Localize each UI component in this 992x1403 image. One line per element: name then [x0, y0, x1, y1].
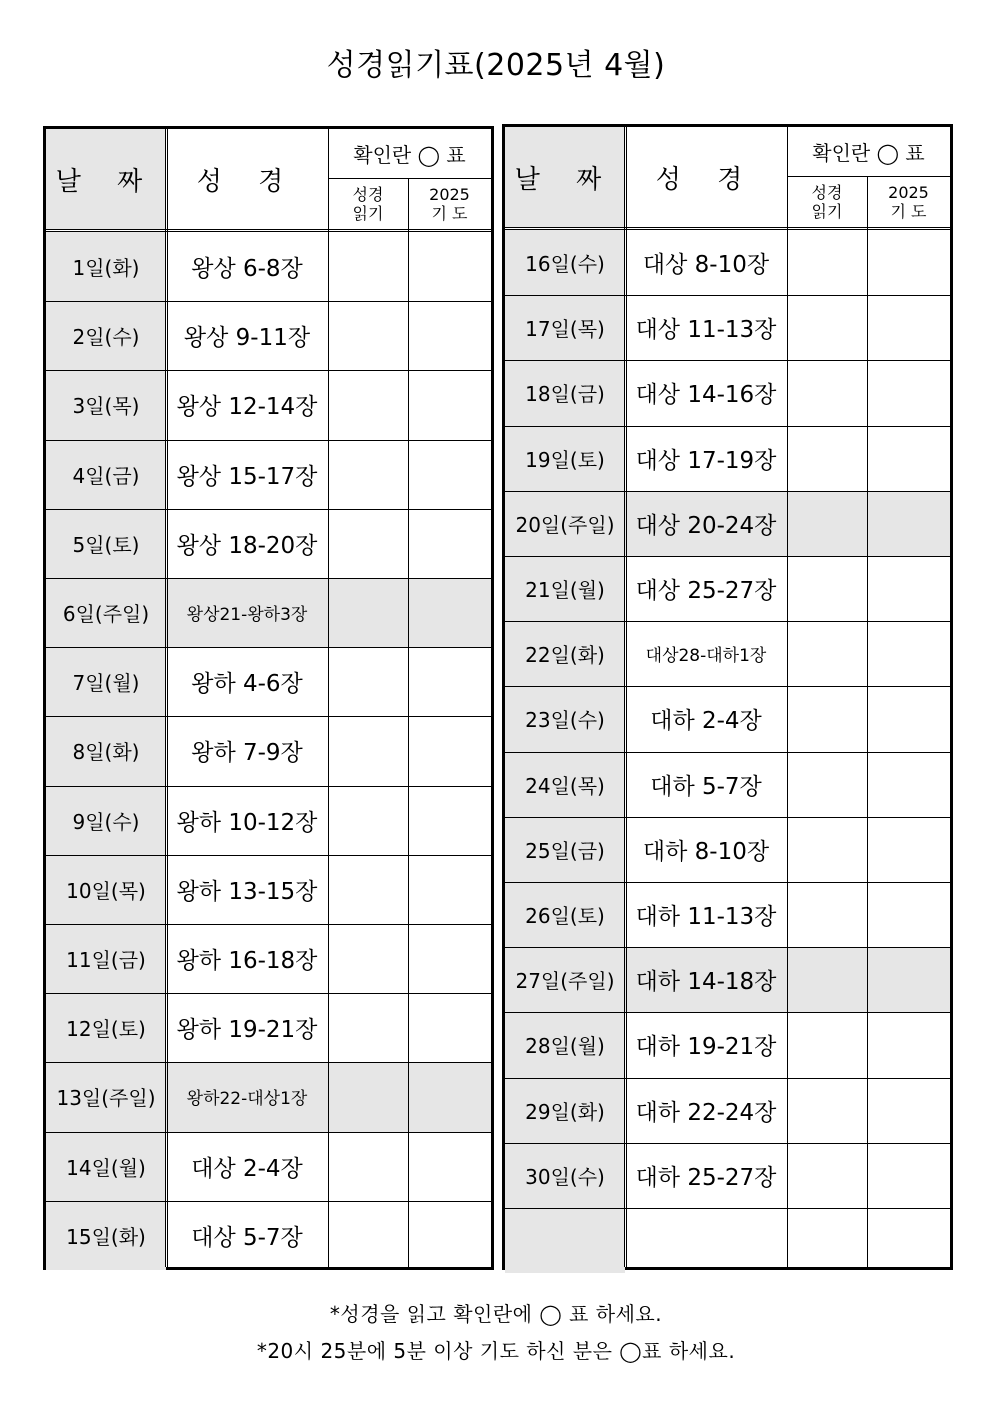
reading-cell: 왕상 6-8장 — [191, 256, 303, 283]
prayer-check-box[interactable] — [408, 1132, 491, 1201]
row-divider — [46, 301, 491, 302]
reading-check-box[interactable] — [328, 301, 408, 370]
prayer-check-box[interactable] — [867, 556, 950, 621]
prayer-check-box[interactable] — [408, 509, 491, 578]
date-cell: 6일(주일) — [46, 578, 166, 647]
date-cell: 19일(토) — [505, 426, 625, 491]
date-cell: 8일(화) — [46, 716, 166, 785]
row-divider — [505, 947, 950, 948]
reading-check-box[interactable] — [328, 232, 408, 301]
date-cell: 5일(토) — [46, 509, 166, 578]
row-divider — [505, 686, 950, 687]
prayer-check-box[interactable] — [867, 295, 950, 360]
table-header — [505, 127, 950, 230]
row-divider — [46, 509, 491, 510]
row-divider — [46, 370, 491, 371]
reading-check-box[interactable] — [328, 786, 408, 855]
reading-cell: 대하 2-4장 — [650, 708, 762, 735]
header-check: 확인란 ◯ 표 — [787, 127, 950, 177]
table-header — [46, 129, 491, 232]
reading-check-box[interactable] — [328, 716, 408, 785]
reading-check-box[interactable] — [328, 440, 408, 509]
row-divider — [46, 647, 491, 648]
row-divider — [46, 1201, 491, 1202]
date-cell: 10일(목) — [46, 855, 166, 924]
prayer-check-box[interactable] — [867, 491, 950, 556]
footer-note-reading: *성경을 읽고 확인란에 ◯ 표 하세요. — [329, 1302, 663, 1326]
reading-check-box[interactable] — [787, 686, 867, 751]
reading-check-box[interactable] — [787, 1012, 867, 1077]
reading-cell: 왕하 7-9장 — [191, 740, 303, 767]
header-prayer-line: 기 도 — [431, 204, 468, 223]
reading-check-box[interactable] — [787, 230, 867, 295]
prayer-check-box[interactable] — [408, 301, 491, 370]
reading-cell: 왕하 19-21장 — [176, 1017, 318, 1044]
reading-check-box[interactable] — [787, 882, 867, 947]
reading-check-box[interactable] — [787, 947, 867, 1012]
date-cell: 14일(월) — [46, 1132, 166, 1201]
reading-cell: 대하 19-21장 — [635, 1034, 777, 1061]
date-cell: 18일(금) — [505, 360, 625, 425]
date-cell: 16일(수) — [505, 230, 625, 295]
reading-check-box[interactable] — [787, 491, 867, 556]
date-cell: 15일(화) — [46, 1201, 166, 1270]
date-cell: 27일(주일) — [505, 947, 625, 1012]
reading-cell: 왕하22-대상1장 — [166, 1062, 328, 1131]
reading-cell: 대상 20-24장 — [625, 491, 787, 556]
column-divider — [624, 127, 627, 1267]
reading-cell: 대하 11-13장 — [635, 904, 777, 931]
row-divider — [505, 360, 950, 361]
date-cell: 28일(월) — [505, 1012, 625, 1077]
row-divider — [46, 440, 491, 441]
row-divider — [505, 882, 950, 883]
row-divider — [505, 426, 950, 427]
prayer-check-box[interactable] — [408, 578, 491, 647]
date-cell: 7일(월) — [46, 647, 166, 716]
row-divider — [505, 752, 950, 753]
row-divider — [46, 786, 491, 787]
row-divider — [505, 1078, 950, 1079]
reading-cell: 대상 11-13장 — [635, 317, 777, 344]
reading-check-box[interactable] — [787, 426, 867, 491]
prayer-check-box[interactable] — [408, 647, 491, 716]
column-divider — [787, 127, 788, 1267]
header-prayer-line: 2025 — [429, 185, 470, 204]
prayer-check-box[interactable] — [408, 786, 491, 855]
date-cell: 23일(수) — [505, 686, 625, 751]
header-check: 확인란 ◯ 표 — [328, 129, 491, 179]
reading-check-box[interactable] — [787, 295, 867, 360]
row-divider — [46, 1132, 491, 1133]
reading-check-box[interactable] — [787, 621, 867, 686]
prayer-check-box[interactable] — [867, 1208, 950, 1273]
date-cell: 4일(금) — [46, 440, 166, 509]
prayer-check-box[interactable] — [408, 716, 491, 785]
reading-cell: 왕상 12-14장 — [176, 394, 318, 421]
header-reading-check — [328, 179, 408, 229]
reading-check-box[interactable] — [787, 817, 867, 882]
date-cell: 24일(목) — [505, 752, 625, 817]
date-cell: 25일(금) — [505, 817, 625, 882]
reading-cell: 대상 8-10장 — [642, 252, 770, 279]
reading-cell: 대상 2-4장 — [191, 1155, 303, 1182]
reading-cell: 왕상 9-11장 — [183, 325, 311, 352]
prayer-check-box[interactable] — [408, 232, 491, 301]
prayer-check-box[interactable] — [867, 882, 950, 947]
reading-cell: 대하 8-10장 — [642, 838, 770, 865]
prayer-check-box[interactable] — [408, 1201, 491, 1270]
row-divider — [505, 491, 950, 492]
header-reading-check — [787, 177, 867, 227]
date-cell: 3일(목) — [46, 370, 166, 439]
reading-cell: 왕상 18-20장 — [176, 532, 318, 559]
reading-cell: 대하 14-18장 — [625, 947, 787, 1012]
header-prayer-check — [408, 179, 491, 229]
date-cell: 9일(수) — [46, 786, 166, 855]
reading-check-box[interactable] — [787, 752, 867, 817]
row-divider — [46, 855, 491, 856]
column-divider — [867, 177, 868, 1267]
reading-cell: 왕하 10-12장 — [176, 809, 318, 836]
prayer-check-box[interactable] — [408, 855, 491, 924]
reading-check-box[interactable] — [328, 855, 408, 924]
date-cell: 20일(주일) — [505, 491, 625, 556]
reading-cell: 왕하 13-15장 — [176, 878, 318, 905]
reading-cell: 대상 14-16장 — [635, 382, 777, 409]
column-divider — [328, 129, 329, 1267]
header-scripture: 성 경 — [655, 164, 757, 195]
row-divider — [46, 1062, 491, 1063]
date-cell: 17일(목) — [505, 295, 625, 360]
column-divider — [408, 179, 409, 1267]
reading-check-box[interactable] — [787, 1078, 867, 1143]
reading-cell: 왕상 15-17장 — [176, 463, 318, 490]
footer-note-prayer: *20시 25분에 5분 이상 기도 하신 분은 ◯표 하세요. — [256, 1339, 736, 1363]
header-prayer-line: 2025 — [888, 183, 929, 202]
header-scripture: 성 경 — [196, 166, 298, 197]
reading-check-box[interactable] — [328, 1132, 408, 1201]
header-prayer-line: 기 도 — [890, 202, 927, 221]
prayer-check-box[interactable] — [867, 426, 950, 491]
header-reading-line: 읽기 — [811, 202, 843, 221]
reading-check-box[interactable] — [787, 360, 867, 425]
row-divider — [505, 1208, 950, 1209]
prayer-check-box[interactable] — [867, 947, 950, 1012]
reading-check-box[interactable] — [328, 1201, 408, 1270]
reading-check-box[interactable] — [328, 578, 408, 647]
reading-cell: 대상 5-7장 — [191, 1224, 303, 1251]
row-divider — [46, 993, 491, 994]
reading-cell: 대상 25-27장 — [635, 578, 777, 605]
row-divider — [46, 716, 491, 717]
reading-check-box[interactable] — [328, 924, 408, 993]
reading-cell: 왕상21-왕하3장 — [166, 578, 328, 647]
prayer-check-box[interactable] — [867, 1012, 950, 1077]
column-divider — [165, 129, 168, 1267]
row-divider — [46, 924, 491, 925]
header-date: 날 짜 — [46, 129, 166, 229]
prayer-check-box[interactable] — [867, 1078, 950, 1143]
reading-check-box[interactable] — [328, 509, 408, 578]
reading-cell: 대상28-대하1장 — [645, 646, 767, 667]
reading-check-box[interactable] — [328, 647, 408, 716]
reading-cell: 대상 17-19장 — [635, 447, 777, 474]
prayer-check-box[interactable] — [408, 993, 491, 1062]
date-cell: 21일(월) — [505, 556, 625, 621]
prayer-check-box[interactable] — [867, 817, 950, 882]
date-cell: 1일(화) — [46, 232, 166, 301]
prayer-check-box[interactable] — [408, 1062, 491, 1131]
header-reading-line: 읽기 — [352, 204, 384, 223]
prayer-check-box[interactable] — [408, 440, 491, 509]
prayer-check-box[interactable] — [408, 370, 491, 439]
reading-check-box[interactable] — [787, 1208, 867, 1273]
date-cell: 12일(토) — [46, 993, 166, 1062]
prayer-check-box[interactable] — [867, 1143, 950, 1208]
date-cell: 29일(화) — [505, 1078, 625, 1143]
row-divider — [505, 1143, 950, 1144]
prayer-check-box[interactable] — [867, 360, 950, 425]
prayer-check-box[interactable] — [408, 924, 491, 993]
reading-check-box[interactable] — [787, 1143, 867, 1208]
prayer-check-box[interactable] — [867, 686, 950, 751]
row-divider — [505, 556, 950, 557]
date-cell: 2일(수) — [46, 301, 166, 370]
date-cell: 11일(금) — [46, 924, 166, 993]
reading-check-box[interactable] — [328, 370, 408, 439]
header-prayer-check — [867, 177, 950, 227]
row-divider — [505, 817, 950, 818]
row-divider — [505, 621, 950, 622]
header-date: 날 짜 — [505, 127, 625, 227]
date-cell: 22일(화) — [505, 621, 625, 686]
reading-cell: 왕하 16-18장 — [176, 948, 318, 975]
header-reading-line: 성경 — [352, 185, 384, 204]
page-title: 성경읽기표(2025년 4월) — [326, 48, 666, 83]
date-cell: 30일(수) — [505, 1143, 625, 1208]
row-divider — [505, 295, 950, 296]
reading-table-left — [43, 126, 494, 1270]
reading-cell — [625, 1208, 787, 1273]
prayer-check-box[interactable] — [867, 621, 950, 686]
reading-cell: 대하 22-24장 — [635, 1099, 777, 1126]
prayer-check-box[interactable] — [867, 752, 950, 817]
header-reading-line: 성경 — [811, 183, 843, 202]
row-divider — [505, 1012, 950, 1013]
row-divider — [46, 578, 491, 579]
reading-cell: 왕하 4-6장 — [191, 671, 303, 698]
reading-cell: 대하 5-7장 — [650, 773, 762, 800]
reading-check-box[interactable] — [328, 993, 408, 1062]
prayer-check-box[interactable] — [867, 230, 950, 295]
reading-check-box[interactable] — [328, 1062, 408, 1131]
reading-table-right — [502, 124, 953, 1270]
date-cell: 26일(토) — [505, 882, 625, 947]
reading-check-box[interactable] — [787, 556, 867, 621]
date-cell — [505, 1208, 625, 1273]
date-cell: 13일(주일) — [46, 1062, 166, 1131]
reading-cell: 대하 25-27장 — [635, 1164, 777, 1191]
